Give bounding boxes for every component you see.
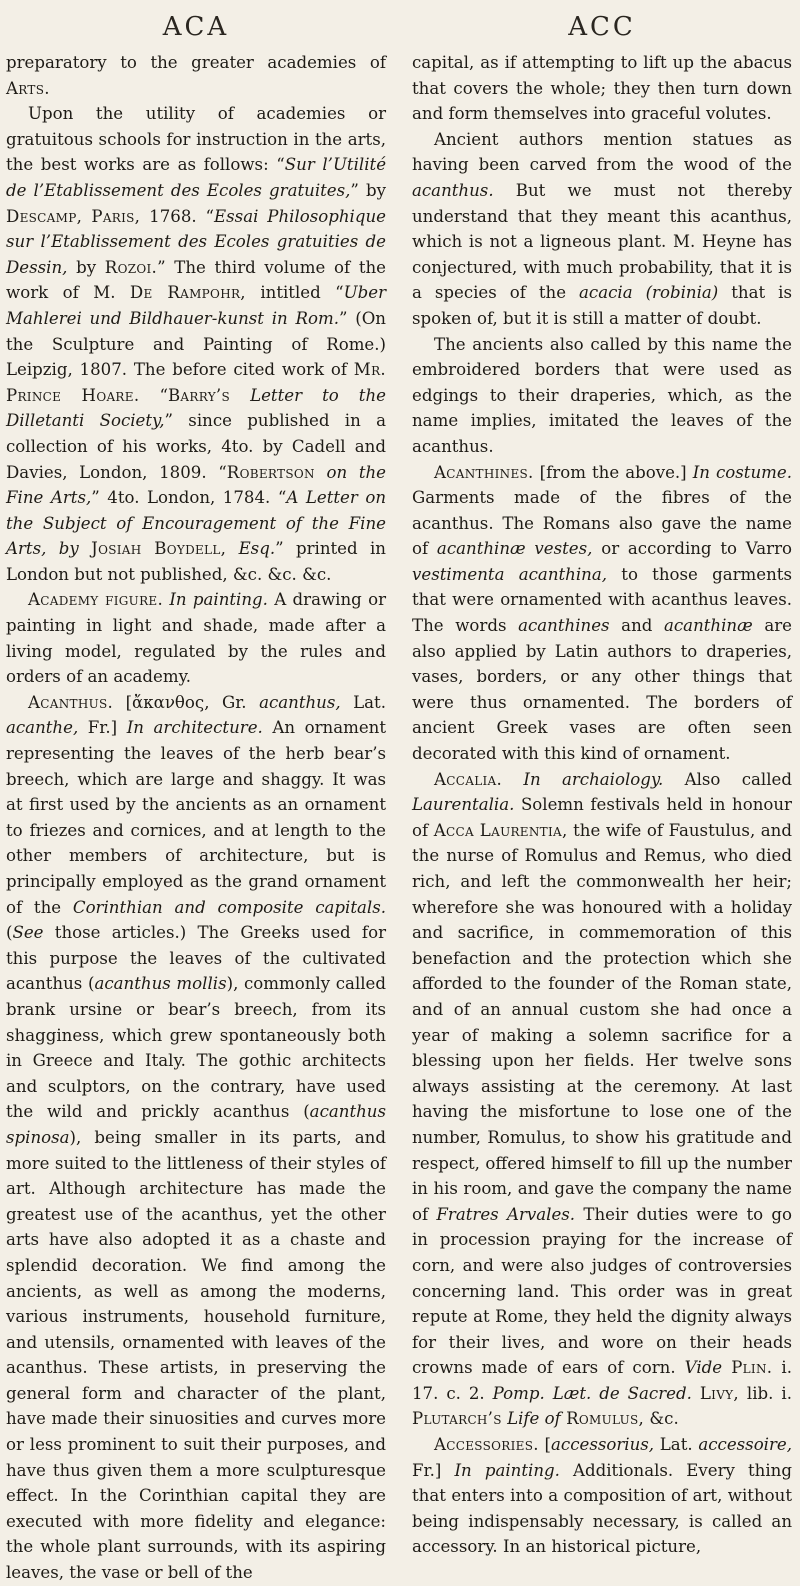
text-run: intitled “ (245, 283, 344, 303)
italic-run: Sur l’Utilité de l’Etablissement des Ecoles gratuites, (6, 155, 387, 200)
italic-run: accessorius, (551, 1435, 655, 1455)
text-run: ” printed in London but not published, &c. &c. &c. (6, 539, 386, 584)
text-run: [from the above.] (533, 462, 693, 482)
text-run: Additionals. Every thing that enters into a composition of art, without being indispensably necessary, is called an accessory. In an historical picture, (412, 1460, 792, 1557)
text-run (230, 386, 250, 405)
text-run: But we must not thereby understand that they meant this acanthus, which is not a ligneous plant. M. Heyne has conjectured, with much probability, that it is a species of the (412, 180, 792, 303)
text-run: lib. i. (738, 1383, 792, 1403)
text-run: i. 17. c. 2. (412, 1358, 792, 1403)
text-run: &c. (644, 1409, 679, 1429)
text-run (79, 539, 91, 558)
text-run: ), being smaller in its parts, and more suited to the littleness of their styles of art. Although architecture has made the greatest use of the acanthus, yet the other arts have also adopted it as a chaste and splendid decoration. We find among the ancients, as well as among the moderns, various instruments, household furniture, and utensils, ornamented with leaves of the acanthus. These artists, in preserving the general form and character of the plant, have made their sinuosities and curves more or less prominent to suit their purposes, and have thus given them a more sculpturesque effect. In the Corinthian capital they are executed with more fidelity and elegance: the whole plant surrounds, with its aspiring leaves, the vase or bell of the (6, 1127, 386, 1583)
small-caps-run: Romulus, (566, 1409, 645, 1429)
paragraph (412, 50, 792, 127)
small-caps-run: Plutarch’s (412, 1409, 502, 1429)
small-caps-run: Robertson (226, 462, 315, 482)
italic-run: acanthinæ vestes, (436, 539, 593, 559)
text-run: ” (On the Sculpture and Painting of Rome.) Leipzig, 1807. The before cited work of (6, 308, 386, 380)
small-caps-run: Descamp, Paris, (6, 206, 141, 226)
italic-run: In archaiology. (523, 769, 664, 789)
text-run: ), commonly called brank ursine or bear’s breech, from its shagginess, which grew spontaneously both in Greece and Italy. The gothic architects and sculptors, on the contrary, have used the wild and prickly acanthus ( (6, 974, 386, 1122)
text-run: ” by (350, 180, 386, 200)
text-run: Fr.] (412, 1460, 455, 1480)
italic-run: acanthe, (6, 718, 79, 738)
text-run: those articles.) The Greeks used for this purpose the leaves of the cultivated acanthus ( (6, 923, 386, 994)
italic-run: A Letter on the Subject of Encouragement of the Fine Arts, by (6, 488, 387, 559)
text-run: Upon the utility of academies or gratuitous schools for instruction in the arts, the best works are as follows: “ (6, 104, 386, 175)
italic-run: In costume. (692, 462, 792, 482)
text-run: capital, as if attempting to lift up the abacus that covers the whole; they then turn down and form themselves into graceful volutes. (412, 53, 792, 124)
text-run: Fr.] (78, 718, 127, 738)
text-run: to those garments that were ornamented with acanthus leaves. The words (412, 564, 792, 636)
small-caps-run: Mr. Prince Hoare. (6, 360, 386, 405)
italic-run: accessoire, (698, 1435, 793, 1455)
italic-run: Esq. (238, 539, 276, 559)
italic-run: Pomp. Læt. de Sacred. (492, 1383, 692, 1403)
paragraph (412, 1432, 792, 1560)
running-head-left: ACA (162, 12, 230, 42)
paragraph (6, 50, 386, 101)
paragraph (6, 690, 386, 1586)
paragraph (6, 587, 386, 689)
text-run: by (67, 257, 105, 277)
small-caps-run: Arts. (6, 78, 50, 98)
italic-run: Life of (507, 1409, 561, 1429)
text-run: [ἄκανθος, Gr. (113, 692, 260, 712)
text-run: ( (6, 923, 13, 943)
small-caps-run: Academy figure. (28, 590, 164, 610)
small-caps-run: Josiah Boydell, (91, 539, 227, 559)
text-run: and (609, 616, 664, 636)
small-caps-run: Accalia. (434, 769, 503, 789)
small-caps-run: Acanthus. (28, 692, 114, 712)
small-caps-run: De Rampohr, (129, 283, 246, 303)
italic-run: acanthus mollis (94, 974, 227, 994)
small-caps-run: Acanthines. (434, 462, 534, 482)
text-run: ” 4to. London, 1784. “ (91, 488, 287, 508)
italic-run: acanthus spinosa (6, 1102, 386, 1147)
text-run: An ornament representing the leaves of the herb bear’s breech, which are large and shaggy. It was at first used by the ancients as an ornament to friezes and cornices, and at length to the other members of architecture, but is principally employed as the grand ornament of the (6, 718, 387, 917)
italic-run: Fratres Arvales. (436, 1204, 576, 1224)
text-run: Garments made of the fibres of the acanthus. The Romans also gave the name of (412, 488, 792, 559)
text-run: Ancient authors mention statues as having been carved from the wood of the (412, 129, 792, 175)
italic-run: acanthinæ (664, 616, 753, 636)
text-run: ” The third volume of the work of M. (6, 257, 387, 303)
text-run (502, 770, 523, 789)
text-run (722, 1358, 731, 1377)
small-caps-run: Accessories. (434, 1435, 539, 1455)
left-column (6, 0, 386, 1586)
italic-run: Essai Philosophique sur l’Etablissement des Ecoles gratuities de Dessin, (6, 206, 386, 277)
text-run: Also called (663, 769, 792, 789)
paragraph (412, 127, 792, 332)
italic-run: Corinthian and composite capitals. (72, 897, 386, 917)
italic-run: See (12, 923, 44, 943)
text-run: [ (538, 1435, 552, 1455)
text-run: ” since published in a collection of his works, 4to. by Cadell and Davies, London, 1809. “ (6, 411, 386, 482)
italic-run: acanthines (518, 616, 610, 636)
text-run (226, 539, 238, 558)
text-run: or according to Varro (592, 539, 792, 559)
text-run: Their duties were to go in procession praying for the increase of corn, and were also judges of controversies concerning land. This order was in great repute at Rome, they held the dignity always for their lives, and wore on their heads crowns made of ears of corn. (412, 1204, 792, 1378)
paragraph (412, 767, 792, 1432)
italic-run: acanthus, (259, 692, 341, 712)
text-run: Solemn festivals held in honour of (412, 795, 792, 840)
italic-run: In architecture. (126, 718, 263, 738)
text-run (692, 1384, 700, 1403)
running-head-right: ACC (568, 12, 636, 42)
right-column-text (412, 50, 792, 1560)
italic-run: vestimenta acanthina, (412, 564, 608, 584)
text-run: “ (139, 385, 168, 405)
paragraph (412, 332, 792, 460)
italic-run: acacia (robinia) (579, 283, 719, 303)
small-caps-run: Livy, (699, 1383, 739, 1403)
small-caps-run: Barry’s (167, 385, 231, 405)
italic-run: In painting. (454, 1460, 560, 1480)
italic-run: on the Fine Arts, (6, 462, 386, 508)
small-caps-run: Rozoi. (104, 257, 158, 277)
text-run (315, 463, 327, 482)
small-caps-run: Acca Laurentia, (433, 820, 568, 840)
right-column (412, 0, 792, 1560)
text-run: are also applied by Latin authors to draperies, vases, borders, or any other things that were thus ornamented. The borders of ancient Greek vases are often seen decorated with this kind of ornament. (412, 616, 792, 764)
italic-run: Letter to the Dilletanti Society, (6, 385, 386, 431)
text-run: preparatory to the greater academies of (6, 53, 386, 72)
left-column-text (6, 50, 386, 1586)
paragraph (412, 460, 792, 767)
italic-run: Vide (684, 1358, 723, 1378)
text-run: that is spoken of, but it is still a matter of doubt. (412, 283, 792, 328)
text-run: Lat. (340, 692, 386, 712)
paragraph (6, 101, 386, 587)
text-run: A drawing or painting in light and shade, made after a living model, regulated by the rules and orders of an academy. (6, 590, 386, 687)
italic-run: Uber Mahlerei und Bildhauer-kunst in Rom. (6, 283, 387, 328)
text-run: Lat. (654, 1435, 699, 1455)
italic-run: In painting. (169, 590, 268, 610)
text-run: The ancients also called by this name the embroidered borders that were used as edgings to their draperies, which, as the name implies, imitated the leaves of the acanthus. (412, 334, 792, 456)
text-run: the wife of Faustulus, and the nurse of Romulus and Remus, who died rich, and left the commonwealth her heir; wherefore she was honoured with a holiday and sacrifice, in commemoration of this benefaction and the protection which she afforded to the founder of the Roman state, and of an annual custom she had once a year of making a solemn sacrifice for a blessing upon her fields. Her twelve sons always assisting at the ceremony. At last having the misfortune to lose one of the number, Romulus, to show his gratitude and respect, offered himself to fill up the number in his room, and gave the company the name of (412, 820, 792, 1224)
text-run: 1768. “ (140, 206, 215, 226)
italic-run: Laurentalia. (412, 795, 515, 815)
small-caps-run: Plin. (731, 1358, 773, 1378)
italic-run: acanthus. (412, 180, 494, 200)
